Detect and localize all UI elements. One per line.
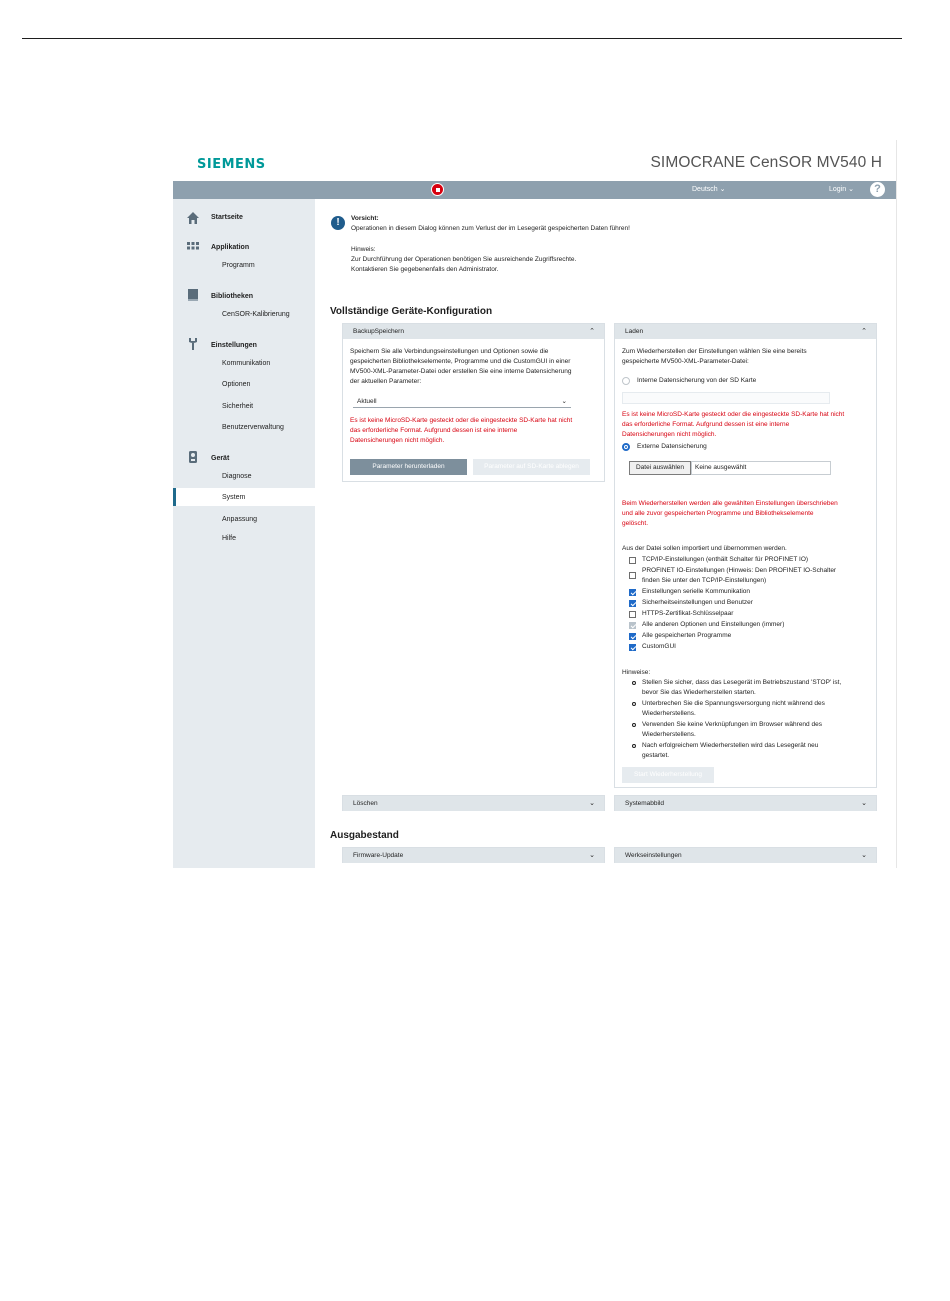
chevron-down-icon[interactable]: ⌄ bbox=[589, 852, 595, 859]
load-panel bbox=[614, 323, 877, 788]
backup-panel-title: BackupSpeichern bbox=[353, 328, 404, 335]
programs-checkbox[interactable] bbox=[629, 633, 636, 640]
note-4-line-1: Nach erfolgreichem Wiederherstellen wird das Lesegerät neu bbox=[642, 742, 819, 749]
sidebar-item-anpassung[interactable]: Anpassung bbox=[222, 516, 258, 523]
note-2-line-2: Wiederherstellens. bbox=[642, 710, 696, 717]
hint-title: Hinweis: bbox=[351, 246, 376, 253]
app-header bbox=[173, 140, 896, 181]
profinet-label-2: finden Sie unter den TCP/IP-Einstellungen) bbox=[642, 577, 767, 584]
wrench-icon bbox=[186, 337, 200, 351]
overwrite-warning-3: gelöscht. bbox=[622, 520, 649, 527]
backup-source-select[interactable] bbox=[353, 396, 571, 408]
other-options-label: Alle anderen Optionen und Einstellungen (immer) bbox=[642, 621, 785, 628]
section-title-config: Vollständige Geräte-Konfiguration bbox=[330, 306, 493, 317]
siemens-logo: SIEMENS bbox=[197, 157, 266, 172]
profinet-label-1: PROFINET IO-Einstellungen (Hinweis: Den PROFINET IO-Schalter bbox=[642, 567, 837, 574]
device-icon bbox=[186, 450, 200, 464]
load-desc-2: gespeicherte MV500-XML-Parameter-Datei: bbox=[622, 358, 749, 365]
note-3-line-2: Wiederherstellens. bbox=[642, 731, 696, 738]
sidebar-item-bibliotheken[interactable]: Bibliotheken bbox=[211, 293, 254, 300]
bullet-icon bbox=[632, 702, 636, 706]
notes-title: Hinweise: bbox=[622, 669, 651, 676]
firmware-update-panel-title: Firmware-Update bbox=[353, 852, 404, 859]
note-1-line-1: Stellen Sie sicher, dass das Lesegerät im Betriebszustand 'STOP' ist, bbox=[642, 679, 842, 686]
bullet-icon bbox=[632, 723, 636, 727]
backup-error-1: Es ist keine MicroSD-Karte gesteckt oder die eingesteckte SD-Karte hat nicht bbox=[350, 417, 573, 424]
sidebar-item-startseite[interactable]: Startseite bbox=[211, 214, 243, 221]
import-title: Aus der Datei sollen importiert und übernommen werden. bbox=[622, 545, 787, 552]
load-error-2: das erforderliche Format. Aufgrund dessen ist eine interne bbox=[622, 421, 790, 428]
https-cert-checkbox[interactable] bbox=[629, 611, 636, 618]
backup-desc-3: MV500-XML-Parameter-Datei oder erstellen Sie eine interne Datensicherung bbox=[350, 368, 572, 375]
sidebar-item-system[interactable]: System bbox=[222, 494, 246, 501]
sidebar-item-applikation[interactable]: Applikation bbox=[211, 244, 250, 251]
sidebar-item-einstellungen[interactable]: Einstellungen bbox=[211, 342, 257, 349]
backup-error-3: Datensicherungen nicht möglich. bbox=[350, 437, 445, 444]
warning-title: Vorsicht: bbox=[351, 215, 379, 222]
home-icon bbox=[186, 211, 200, 225]
language-dropdown[interactable]: Deutsch ⌄ bbox=[692, 186, 726, 193]
section-title-output: Ausgabestand bbox=[330, 830, 399, 841]
firmware-update-panel-header[interactable] bbox=[343, 848, 604, 863]
warning-text: Operationen in diesem Dialog können zum Verlust der im Lesegerät gespeicherten Daten führen! bbox=[351, 225, 630, 232]
system-image-panel[interactable] bbox=[614, 795, 877, 811]
internal-backup-select[interactable] bbox=[622, 392, 830, 404]
tcpip-checkbox[interactable] bbox=[629, 557, 636, 564]
file-name-field: Keine ausgewählt bbox=[691, 461, 831, 475]
sidebar-item-kommunikation[interactable]: Kommunikation bbox=[222, 360, 271, 367]
system-image-panel-title: Systemabbild bbox=[625, 800, 665, 807]
sidebar bbox=[173, 199, 315, 868]
note-1-line-2: bevor Sie das Wiederherstellen starten. bbox=[642, 689, 756, 696]
backup-desc-1: Speichern Sie alle Verbindungseinstellungen und Optionen sowie die bbox=[350, 348, 549, 355]
start-restore-button[interactable]: Start Wiederherstellung bbox=[622, 767, 714, 783]
load-panel-title: Laden bbox=[625, 328, 644, 335]
backup-desc-4: der aktuellen Parameter: bbox=[350, 378, 422, 385]
top-bar bbox=[173, 181, 896, 199]
backup-desc-2: gespeicherten Bibliothekselemente, Programme und die CustomGUI in einer bbox=[350, 358, 571, 365]
choose-file-button[interactable]: Datei auswählen bbox=[629, 461, 691, 475]
backup-select-value: Aktuell bbox=[357, 398, 377, 405]
hint-line-1: Zur Durchführung der Operationen benötigen Sie ausreichende Zugriffsrechte. bbox=[351, 256, 577, 263]
overwrite-warning-2: und alle zuvor gespeicherten Programme und Bibliothekselemente bbox=[622, 510, 814, 517]
login-dropdown[interactable]: Login ⌄ bbox=[829, 186, 854, 193]
overwrite-warning-1: Beim Wiederherstellen werden alle gewählten Einstellungen überschrieben bbox=[622, 500, 838, 507]
programs-label: Alle gespeicherten Programme bbox=[642, 632, 732, 639]
serial-comm-checkbox[interactable] bbox=[629, 589, 636, 596]
customgui-checkbox[interactable] bbox=[629, 644, 636, 651]
customgui-label: CustomGUI bbox=[642, 643, 676, 650]
stop-status-icon[interactable] bbox=[431, 183, 444, 196]
save-to-sd-button[interactable]: Parameter auf SD-Karte ablegen bbox=[473, 459, 590, 475]
load-desc-1: Zum Wiederherstellen der Einstellungen wählen Sie eine bereits bbox=[622, 348, 807, 355]
factory-settings-panel-title: Werkseinstellungen bbox=[625, 852, 682, 859]
sidebar-item-geraet[interactable]: Gerät bbox=[211, 455, 230, 462]
bullet-icon bbox=[632, 744, 636, 748]
external-backup-radio[interactable] bbox=[622, 443, 630, 451]
book-icon bbox=[186, 288, 200, 302]
internal-backup-radio[interactable] bbox=[622, 377, 630, 385]
main-content bbox=[315, 199, 897, 868]
factory-settings-panel-header[interactable] bbox=[615, 848, 876, 863]
hint-line-2: Kontaktieren Sie gegebenenfalls den Administrator. bbox=[351, 266, 499, 273]
tcpip-label: TCP/IP-Einstellungen (enthält Schalter für PROFINET IO) bbox=[642, 556, 809, 563]
download-parameters-button[interactable]: Parameter herunterladen bbox=[350, 459, 467, 475]
chevron-down-icon[interactable]: ⌄ bbox=[589, 800, 595, 807]
delete-panel[interactable] bbox=[342, 795, 605, 811]
load-panel-header[interactable] bbox=[615, 324, 876, 339]
serial-comm-label: Einstellungen serielle Kommunikation bbox=[642, 588, 751, 595]
chevron-up-icon[interactable]: ⌃ bbox=[861, 328, 867, 335]
internal-backup-label: Interne Datensicherung von der SD Karte bbox=[637, 377, 757, 384]
load-error-3: Datensicherungen nicht möglich. bbox=[622, 431, 717, 438]
note-2-line-1: Unterbrechen Sie die Spannungsversorgung nicht während des bbox=[642, 700, 825, 707]
sidebar-item-sicherheit[interactable]: Sicherheit bbox=[222, 403, 254, 410]
other-options-checkbox bbox=[629, 622, 636, 629]
backup-error-2: das erforderliche Format. Aufgrund dessen ist eine interne bbox=[350, 427, 518, 434]
https-cert-label: HTTPS-Zertifikat-Schlüsselpaar bbox=[642, 610, 734, 617]
chevron-down-icon: ⌄ bbox=[561, 398, 567, 405]
factory-settings-panel[interactable] bbox=[614, 847, 877, 863]
sidebar-item-benutzerverwaltung[interactable]: Benutzerverwaltung bbox=[222, 424, 284, 431]
sidebar-item-diagnose[interactable]: Diagnose bbox=[222, 473, 252, 480]
system-image-panel-header[interactable] bbox=[615, 796, 876, 811]
chevron-down-icon[interactable]: ⌄ bbox=[861, 852, 867, 859]
chevron-down-icon[interactable]: ⌄ bbox=[861, 800, 867, 807]
note-3-line-1: Verwenden Sie keine Verknüpfungen im Browser während des bbox=[642, 721, 822, 728]
sidebar-item-programm[interactable]: Programm bbox=[222, 262, 255, 269]
backup-panel bbox=[342, 323, 605, 482]
security-users-checkbox[interactable] bbox=[629, 600, 636, 607]
backup-panel-header[interactable] bbox=[343, 324, 604, 339]
load-error-1: Es ist keine MicroSD-Karte gesteckt oder die eingesteckte SD-Karte hat nicht bbox=[622, 411, 845, 418]
security-users-label: Sicherheitseinstellungen und Benutzer bbox=[642, 599, 753, 606]
help-icon[interactable]: ? bbox=[870, 182, 885, 197]
bullet-icon bbox=[632, 681, 636, 685]
sidebar-item-hilfe[interactable]: Hilfe bbox=[222, 535, 237, 542]
note-4-line-2: gestartet. bbox=[642, 752, 670, 759]
product-title: SIMOCRANE CenSOR MV540 H bbox=[650, 154, 882, 171]
firmware-update-panel[interactable] bbox=[342, 847, 605, 863]
app-window bbox=[173, 140, 897, 868]
grid-icon bbox=[186, 240, 200, 254]
profinet-checkbox[interactable] bbox=[629, 572, 636, 579]
warning-icon: ! bbox=[331, 216, 345, 230]
sidebar-item-censor-kalibrierung[interactable]: CenSOR-Kalibrierung bbox=[222, 311, 290, 318]
external-backup-label: Externe Datensicherung bbox=[637, 443, 707, 450]
page-header-rule bbox=[22, 38, 902, 39]
delete-panel-header[interactable] bbox=[343, 796, 604, 811]
sidebar-item-optionen[interactable]: Optionen bbox=[222, 381, 251, 388]
delete-panel-title: Löschen bbox=[353, 800, 378, 807]
chevron-up-icon[interactable]: ⌃ bbox=[589, 328, 595, 335]
